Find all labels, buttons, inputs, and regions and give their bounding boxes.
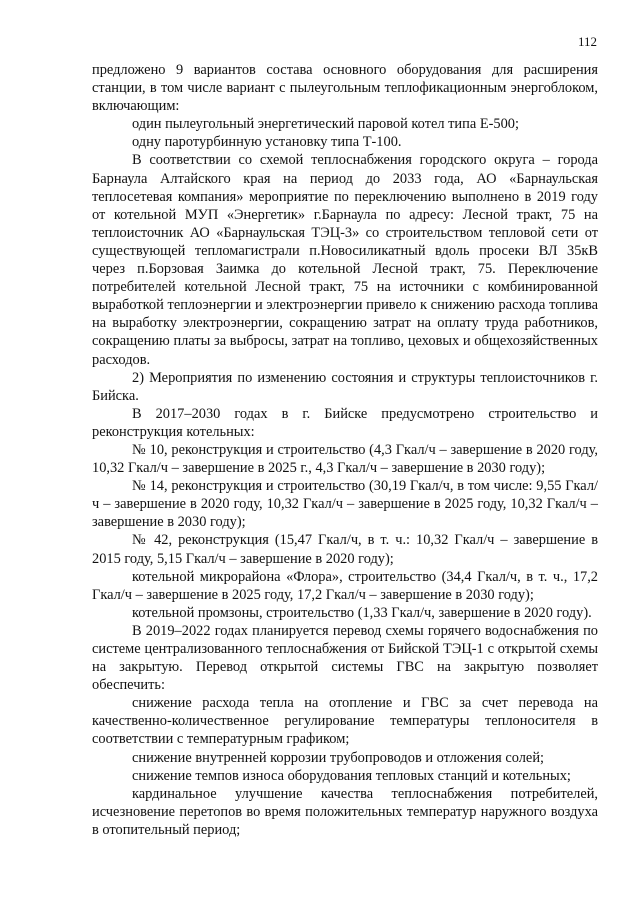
paragraph-benefit-quality: кардинальное улучшение качества теплоснабжения потребителей, исчезновение перетопов во время положительных температур наружного воздуха в отопительный период;: [92, 785, 598, 838]
paragraph-gvs-transfer: В 2019–2022 годах планируется перевод схемы горячего водоснабжения по системе централизованного теплоснабжения от Бийской ТЭЦ-1 с открытой схемы на закрытую. Перевод открытой системы ГВС на закрытую позволяет обеспечить:: [92, 622, 598, 694]
paragraph-equipment-options: предложено 9 вариантов состава основного оборудования для расширения станции, в том числе вариант с пылеугольным теплофикационным энергоблоком, включающим:: [92, 62, 598, 115]
body-text: [92, 61, 598, 839]
paragraph-benefit-wear: снижение темпов износа оборудования тепловых станций и котельных;: [132, 767, 571, 784]
paragraph-barnaul-scheme: В соответствии со схемой теплоснабжения городского округа – города Барнаула Алтайского края на период до 2033 года, АО «Барнаульская теплосетевая компания» мероприятие по переключению выполнено в 2019 году от котельной МУП «Энергетик» г.Барнаула по адресу: Лесной тракт, 75 на теплоисточник АО «Барнаульская ТЭЦ-3» со строительством тепловой сети от существующей тепломагистрали п.Новосиликатный вдоль просеки ВЛ 35кВ через п.Борзовая Заимка до котельной Лесной тракт, 75. Переключение потребителей котельной Лесной тракт, 75 на источники с комбинированной выработкой теплоэнергии и электроэнергии привело к снижению расхода топлива на выработку электроэнергии, сокращению затрат на оплату труда работников, сокращению платы за выбросы, затрат на топливо, цеховых и общехозяйственных расходов.: [92, 152, 598, 368]
paragraph-boiler-10: № 10, реконструкция и строительство (4,3 Гкал/ч – завершение в 2020 году, 10,32 Гкал/ч – завершение в 2025 г., 4,3 Гкал/ч – завершение в 2030 году);: [92, 441, 598, 477]
paragraph-biysk-intro: В 2017–2030 годах в г. Бийске предусмотрено строительство и реконструкция котельных:: [92, 405, 598, 440]
paragraph-boiler-14: № 14, реконструкция и строительство (30,19 Гкал/ч, в том числе: 9,55 Гкал/ч – завершение в 2020 году, 10,32 Гкал/ч – завершение в 2025 году, 10,32 Гкал/ч – завершение в 2030 году);: [92, 478, 598, 531]
paragraph-boiler-42: № 42, реконструкция (15,47 Гкал/ч, в т. ч.: 10,32 Гкал/ч – завершение в 2015 году, 5,15 Гкал/ч – завершение в 2020 году);: [92, 532, 598, 567]
paragraph-benefit-heat: снижение расхода тепла на отопление и ГВС за счет перевода на качественно-количественное регулирование температуры теплоносителя в соответствии с температурным графиком;: [92, 695, 598, 748]
paragraph-biysk-heading: 2) Мероприятия по изменению состояния и структуры теплоисточников г. Бийска.: [92, 369, 598, 404]
page-number: 112: [577, 34, 597, 49]
paragraph-boiler-promzona: котельной промзоны, строительство (1,33 Гкал/ч, завершение в 2020 году).: [132, 604, 592, 621]
paragraph-boiler-flora: котельной микрорайона «Флора», строительство (34,4 Гкал/ч, в т. ч., 17,2 Гкал/ч – завершение в 2025 году, 17,2 Гкал/ч – завершение в 2030 году);: [92, 568, 598, 603]
paragraph-turbine-t100: одну паротурбинную установку типа Т-100.: [132, 134, 402, 151]
paragraph-boiler-e500: один пылеугольный энергетический паровой котел типа Е-500;: [132, 116, 519, 133]
paragraph-benefit-corrosion: снижение внутренней коррозии трубопроводов и отложения солей;: [132, 749, 545, 766]
